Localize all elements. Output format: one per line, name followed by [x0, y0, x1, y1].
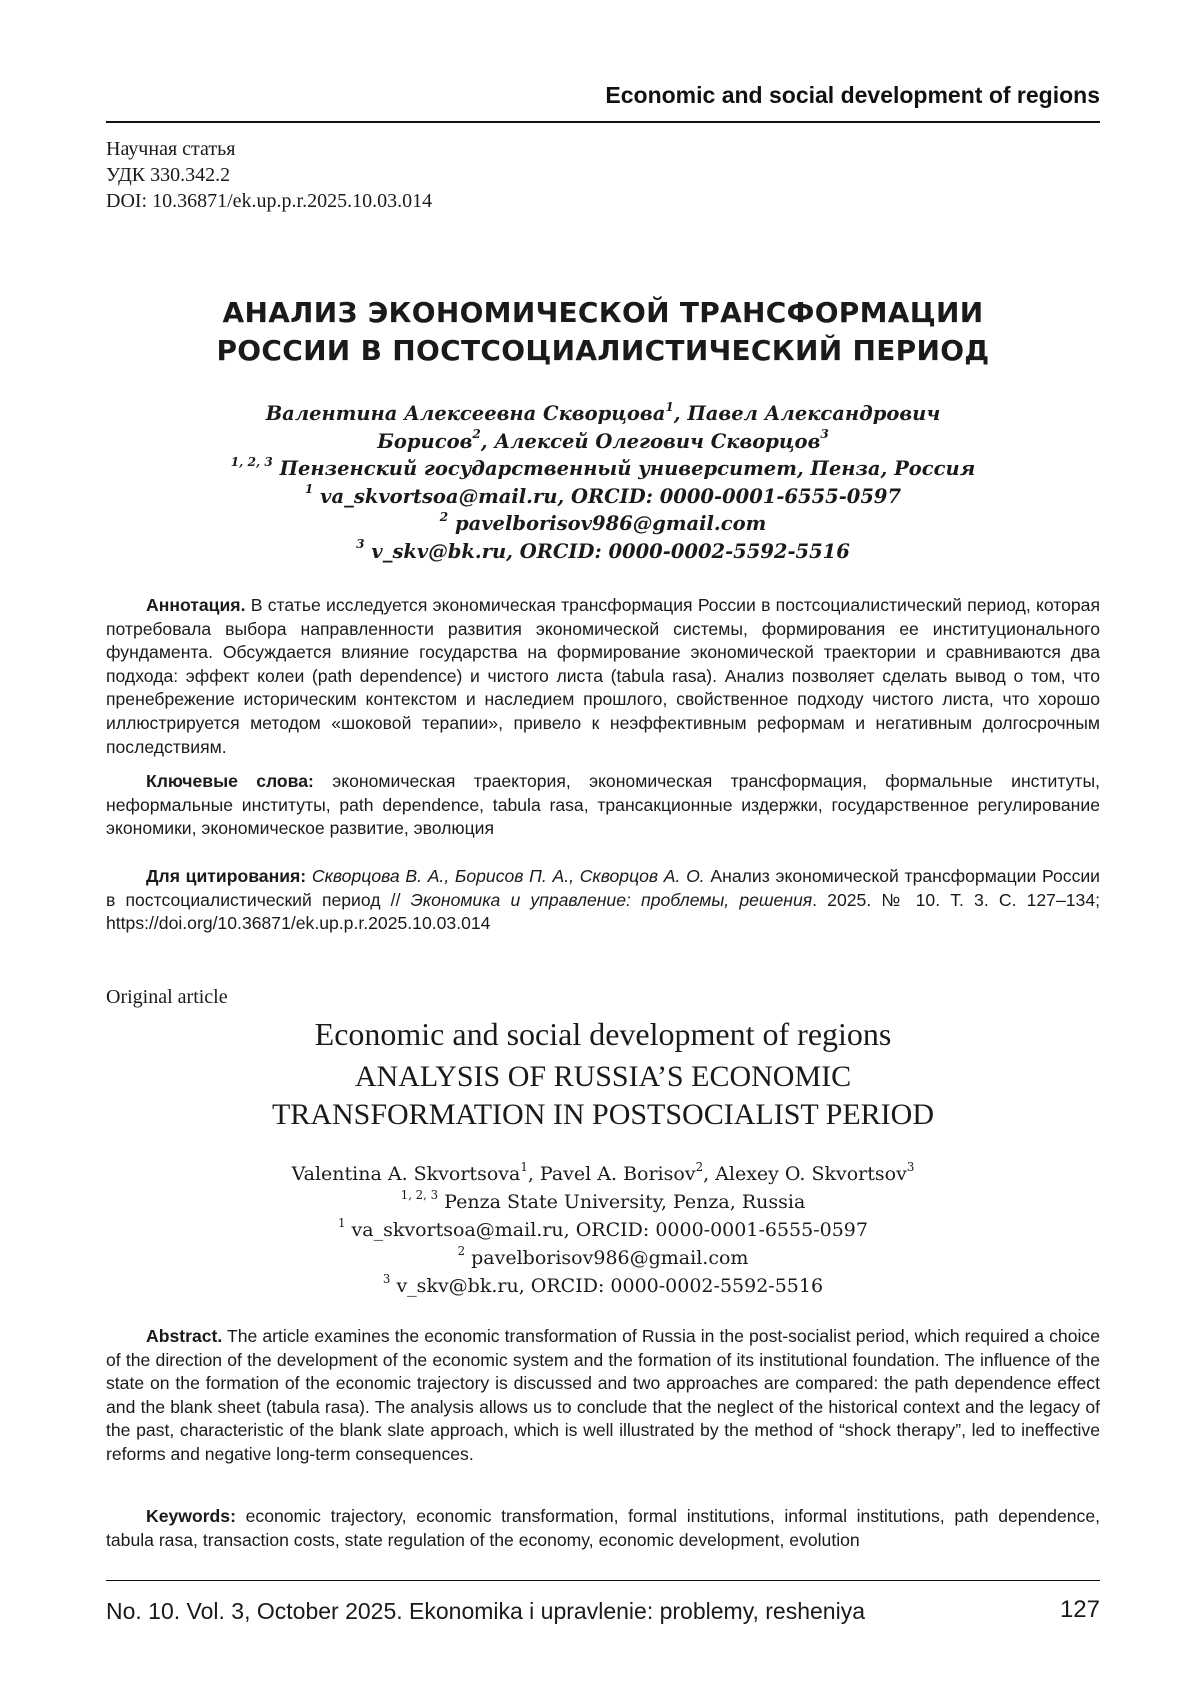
- ru-email-3-sup: 3: [356, 537, 365, 552]
- ru-authors-line-2: Борисов$^2$, Алексей Олегович Скворцов$^3$: [377, 427, 829, 453]
- article-type: Научная статья: [106, 138, 236, 160]
- en-affiliation-text: Penza State University, Penza, Russia: [444, 1191, 806, 1213]
- udc-code: УДК 330.342.2: [106, 164, 231, 186]
- en-email-2-sup: 2: [457, 1243, 466, 1258]
- footer-divider: [106, 1580, 1100, 1581]
- en-keywords: [106, 1505, 1100, 1552]
- en-authors-block: [106, 1160, 1100, 1300]
- ru-cite-title: Анализ экономической трансформации России в постсоциалистический период //: [106, 866, 1101, 910]
- ru-keywords-label: Ключевые слова:: [146, 771, 314, 791]
- en-title-line: ANALYSIS OF RUSSIA’S ECONOMIC: [354, 1060, 852, 1093]
- page-number: 127: [1059, 1596, 1100, 1623]
- ru-annotation-text: В статье исследуется экономическая трансформация России в постсоциалистический период, которая потребовала выбора направленности развития экономической системы, формирования ее институционального фундамента. Обсуждается влияние государства на формирование экономической траектории и сравниваются два подхода: эффект колеи (path dependence) и чистого листа (tabula rasa). Анализ позволяет сделать вывод о том, что пренебрежение историческим контекстом и наследием прошлого, свойственное подходу чистого листа, что хорошо иллюстрируется методом «шоковой терапии», привело к неэффективным реформам и негативным долгосрочным последствиям.: [106, 595, 1100, 757]
- en-author-1: Valentina A. Skvortsova: [291, 1163, 521, 1185]
- ru-cite-label: Для цитирования:: [146, 866, 307, 886]
- ru-keywords: [106, 770, 1100, 841]
- ru-authors-block: [106, 400, 1100, 565]
- en-email-3-text: v_skv@bk.ru, ORCID: 0000-0002-5592-5516: [396, 1275, 824, 1297]
- en-abstract-text: The article examines the economic transformation of Russia in the post-socialist period, which required a choice of the direction of the development of the economic system and the formation of its institutional foundation. The influence of the state on the formation of the economic trajectory is discussed and two approaches are compared: the path dependence effect and the blank sheet (tabula rasa). The analysis allows us to conclude that the neglect of the historical context and the legacy of the past, characteristic of the blank slate approach, which is well illustrated by the method of “shock therapy”, led to ineffective reforms and negative long-term consequences.: [106, 1326, 1100, 1464]
- en-title-line: TRANSFORMATION IN POSTSOCIALIST PERIOD: [271, 1098, 935, 1131]
- ru-cite-tail: . 2025. № 10. Т. 3. С. 127–134; https://doi.org/10.36871/ek.up.p.r.2025.10.03.014: [106, 889, 1100, 934]
- ru-annotation-label: Аннотация.: [146, 595, 246, 615]
- ru-authors-line-1: Валентина Алексеевна Скворцова$^1$, Павел Александрович: [265, 399, 941, 425]
- ru-email-1: [106, 483, 1100, 511]
- ru-author-3: Алексей Олегович Скворцов: [494, 429, 821, 453]
- ru-email-1-sup: 1: [304, 482, 314, 497]
- en-keywords-label: Keywords:: [146, 1506, 236, 1526]
- ru-cite-authors: Скворцова В. А., Борисов П. А., Скворцов А. О.: [311, 866, 705, 886]
- article-page: [106, 0, 1100, 1698]
- ru-email-1-text: va_skvortsoa@mail.ru, ORCID: 0000-0001-6555-0597: [320, 484, 902, 508]
- ru-cite-journal: Экономика и управление: проблемы, решения: [410, 889, 813, 910]
- ru-affiliation-text: Пензенский государственный университет, Пенза, Россия: [279, 457, 976, 480]
- en-author-3-sup: 3: [906, 1159, 915, 1174]
- en-abstract-label: Abstract.: [146, 1326, 223, 1346]
- en-author-3: Alexey O. Skvortsov: [715, 1163, 907, 1185]
- ru-email-2-sup: 2: [439, 509, 449, 524]
- ru-affiliation-sup: 1, 2, 3: [230, 454, 273, 469]
- en-email-2: [106, 1244, 1100, 1272]
- en-abstract: [106, 1325, 1100, 1467]
- en-article-type: Original article: [106, 986, 228, 1008]
- en-email-1-sup: 1: [338, 1215, 346, 1230]
- en-author-2-sup: 2: [695, 1159, 704, 1174]
- footer-journal-line: No. 10. Vol. 3, October 2025. Ekonomika i upravlenie: problemy, resheniya: [106, 1598, 865, 1624]
- en-keywords-text: economic trajectory, economic transformation, formal institutions, informal institutions, path dependence, tabula rasa, transaction costs, state regulation of the economy, economic development, evolution: [106, 1506, 1100, 1550]
- ru-keywords-text: экономическая траектория, экономическая трансформация, формальные институты, неформальные институты, path dependence, tabula rasa, трансакционные издержки, государственное регулирование экономики, экономическое развитие, эволюция: [106, 771, 1100, 839]
- en-email-3-sup: 3: [382, 1271, 391, 1286]
- doi: DOI: 10.36871/ek.up.p.r.2025.10.03.014: [106, 190, 433, 212]
- en-email-2-text: pavelborisov986@gmail.com: [471, 1247, 749, 1269]
- ru-author-1: Валентина Алексеевна Скворцова: [265, 402, 666, 425]
- en-email-1-text: va_skvortsoa@mail.ru, ORCID: 0000-0001-6555-0597: [351, 1219, 868, 1241]
- en-section-title: Economic and social development of regions: [314, 1016, 892, 1052]
- en-email-3: [106, 1272, 1100, 1300]
- ru-title-line: АНАЛИЗ ЭКОНОМИЧЕСКОЙ ТРАНСФОРМАЦИИ: [222, 296, 984, 329]
- ru-email-3: [106, 538, 1100, 566]
- en-affiliation: [106, 1188, 1100, 1216]
- ru-affiliation: [106, 455, 1100, 483]
- en-author-1-sup: 1: [520, 1159, 528, 1174]
- ru-author-1-sup: 1: [665, 399, 674, 414]
- ru-title-line: РОССИИ В ПОСТСОЦИАЛИСТИЧЕСКИЙ ПЕРИОД: [216, 334, 990, 367]
- ru-email-3-text: v_skv@bk.ru, ORCID: 0000-0002-5592-5516: [371, 539, 850, 563]
- header-divider: [106, 121, 1100, 123]
- en-title: [106, 1058, 1100, 1134]
- en-author-2: Pavel A. Borisov: [539, 1163, 696, 1185]
- ru-author-2-sup: 2: [472, 427, 481, 442]
- en-affiliation-sup: 1, 2, 3: [400, 1187, 439, 1202]
- ru-title: [106, 294, 1100, 370]
- ru-author-2-first: Павел Александрович: [687, 402, 941, 425]
- en-authors-line: Valentina A. Skvortsova$^1$, Pavel A. Borisov$^2$, Alexey O. Skvortsov$^3$: [291, 1159, 915, 1185]
- ru-email-2-text: pavelborisov986@gmail.com: [454, 512, 767, 535]
- ru-annotation: [106, 594, 1100, 759]
- ru-email-2: [106, 510, 1100, 538]
- ru-citation: [106, 865, 1100, 936]
- article-meta: [106, 136, 432, 214]
- en-email-1: [106, 1216, 1100, 1244]
- ru-author-3-sup: 3: [820, 427, 829, 442]
- ru-author-2-last: Борисов: [377, 429, 473, 453]
- running-header: Economic and social development of regions: [605, 82, 1100, 108]
